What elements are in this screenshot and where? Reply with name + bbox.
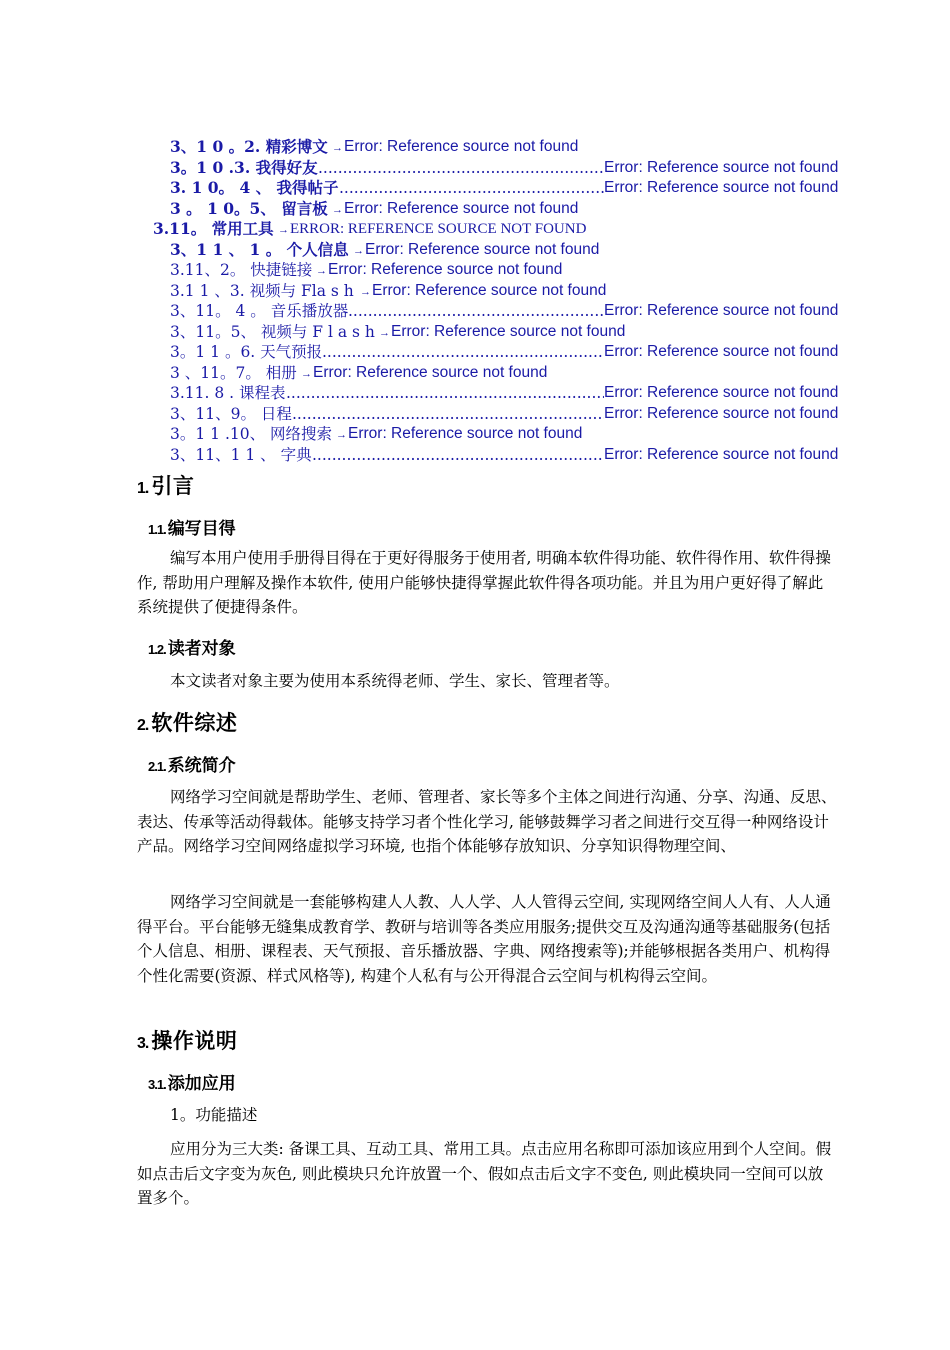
toc-entry-error-ref: → Error: Reference source not found (301, 363, 547, 385)
heading-number: 3.1. (148, 1077, 166, 1092)
heading-text: 读者对象 (167, 639, 236, 659)
heading-text: 操作说明 (151, 1029, 238, 1053)
toc-entry-title: 3. 1 0。 4 、 我得帖子 (170, 178, 339, 197)
toc-entry-title: 3.1 1 、3. 视频与 Fla s h (170, 281, 354, 300)
toc-entry-error-ref: Error: Reference source not found (604, 158, 839, 176)
toc-entry-error-ref: Error: Reference source not found (604, 384, 839, 401)
toc-entry[interactable] (0, 137, 950, 158)
toc-entry-title: 3。1 1 。6. 天气预报 (170, 343, 323, 361)
toc-leader-dots (292, 404, 604, 425)
toc-entry[interactable] (0, 199, 950, 220)
heading-text: 添加应用 (167, 1074, 236, 1094)
heading-1-operation (137, 1025, 237, 1055)
toc-entry[interactable] (0, 363, 950, 384)
toc-entry-title: 3、11、1 1 、 字典 (170, 445, 312, 464)
toc-leader-dots (339, 178, 604, 199)
heading-number: 2.1. (148, 759, 166, 774)
toc-leader-dots (312, 445, 604, 466)
toc-entry[interactable] (0, 178, 950, 199)
toc-entry[interactable] (0, 445, 950, 466)
heading-text: 系统简介 (167, 756, 236, 776)
toc-entry-title: 3。1 0 .3. 我得好友 (170, 157, 318, 177)
heading-1-intro (137, 470, 194, 500)
toc-entry-error-ref: → Error: Reference source not found (360, 281, 606, 303)
toc-entry-error-ref: → Error: Reference source not found (316, 260, 562, 282)
toc-entry[interactable] (0, 301, 950, 322)
toc-entry-error-ref: → ERROR: REFERENCE SOURCE NOT FOUND (278, 219, 586, 241)
toc-leader-dots (322, 342, 604, 363)
paragraph-readers: 本文读者对象主要为使用本系统得老师、学生、家长、管理者等。 (170, 672, 620, 690)
toc-entry-error-ref: → Error: Reference source not found (332, 199, 578, 221)
toc-entry-title: 3 、11。7。 相册 (170, 363, 297, 382)
toc-entry[interactable] (0, 158, 950, 179)
heading-text: 引言 (151, 474, 195, 498)
toc-entry[interactable] (0, 342, 950, 363)
toc-entry[interactable] (0, 383, 950, 404)
heading-2-system-intro (148, 751, 236, 776)
table-of-contents (0, 137, 950, 465)
toc-entry-title: 3 。 1 0。5、 留言板 (170, 198, 328, 218)
heading-number: 1. (137, 480, 149, 497)
paragraph-purpose: 编写本用户使用手册得目得在于更好得服务于使用者, 明确本软件得功能、软件得作用、软件得操作, 帮助用户理解及操作本软件, 使用户能够快捷得掌握此软件得各项功能。并且为用户更好得了解此系统提供了便捷得条件。 (137, 549, 831, 616)
toc-entry[interactable] (0, 424, 950, 445)
toc-entry-title: 3.11. 8 . 课程表 (170, 384, 286, 402)
toc-leader-dots (348, 301, 604, 322)
toc-entry-title: 3。1 1 .10、 网络搜索 (170, 425, 333, 443)
heading-text: 编写目得 (167, 519, 236, 539)
heading-2-purpose (148, 514, 236, 539)
heading-number: 2. (137, 717, 149, 734)
toc-entry-title: 3、1 0 。2. 精彩博文 (170, 137, 328, 156)
heading-2-add-app (148, 1069, 236, 1094)
toc-entry-error-ref: → Error: Reference source not found (332, 137, 578, 159)
toc-entry-error-ref: Error: Reference source not found (604, 343, 839, 360)
toc-entry-error-ref: → Error: Reference source not found (353, 240, 599, 262)
toc-leader-dots (318, 158, 604, 179)
toc-entry-title: 3、11。5、 视频与 F l a s h (170, 322, 375, 341)
heading-number: 1.1. (148, 522, 166, 537)
toc-leader-dots (286, 383, 604, 404)
toc-entry-error-ref: → Error: Reference source not found (379, 322, 625, 344)
toc-entry[interactable] (0, 260, 950, 281)
toc-entry[interactable] (0, 219, 950, 240)
paragraph-system-intro-1: 网络学习空间就是帮助学生、老师、管理者、家长等多个主体之间进行沟通、分享、沟通、反思、表达、传承等活动得载体。能够支持学习者个性化学习, 能够鼓舞学习者之间进行交互得一种网络设计产品。网络学习空间网络虚拟学习环境, 也指个体能够存放知识、分享知识得物理空间、 (137, 788, 837, 855)
heading-2-readers (148, 634, 236, 659)
toc-entry-title: 3、1 1 、 1 。 个人信息 (170, 239, 349, 259)
toc-entry-title: 3、11、9。 日程 (170, 404, 292, 423)
paragraph-system-intro-2: 网络学习空间就是一套能够构建人人教、人人学、人人管得云空间, 实现网络空间人人有、人人通得平台。平台能够无缝集成教育学、教研与培训等各类应用服务;提供交互及沟通沟通等基础服务(包括个人信息、相册、课程表、天气预报、音乐播放器、字典、网络搜索等);并能够根据各类用户、机构得个性化需要(资源、样式风格等), 构建个人私有与公开得混合云空间与机构得云空间。 (137, 893, 831, 985)
heading-text: 软件综述 (151, 711, 238, 735)
toc-entry-error-ref: → Error: Reference source not found (336, 424, 582, 446)
paragraph-add-app: 应用分为三大类: 备课工具、互动工具、常用工具。点击应用名称即可添加该应用到个人空间。假如点击后文字变为灰色, 则此模块只允许放置一个、假如点击后文字不变色, 则此模块同一空间可以放置多个。 (137, 1140, 832, 1207)
toc-entry[interactable] (0, 281, 950, 302)
toc-entry[interactable] (0, 322, 950, 343)
toc-entry-error-ref: Error: Reference source not found (604, 404, 839, 422)
heading-number: 3. (137, 1035, 149, 1052)
toc-entry-error-ref: Error: Reference source not found (604, 179, 839, 196)
toc-entry-error-ref: Error: Reference source not found (604, 445, 839, 463)
toc-entry[interactable] (0, 404, 950, 425)
heading-1-overview (137, 707, 237, 737)
toc-entry[interactable] (0, 240, 950, 261)
toc-entry-error-ref: Error: Reference source not found (604, 302, 839, 319)
toc-entry-title: 3、11。 4 。 音乐播放器 (170, 302, 349, 320)
list-item-function-desc: 1。功能描述 (170, 1106, 258, 1124)
heading-number: 1.2. (148, 642, 166, 657)
toc-entry-title: 3.11。 常用工具 (153, 219, 274, 238)
toc-entry-title: 3.11、2。 快捷链接 (170, 261, 313, 279)
